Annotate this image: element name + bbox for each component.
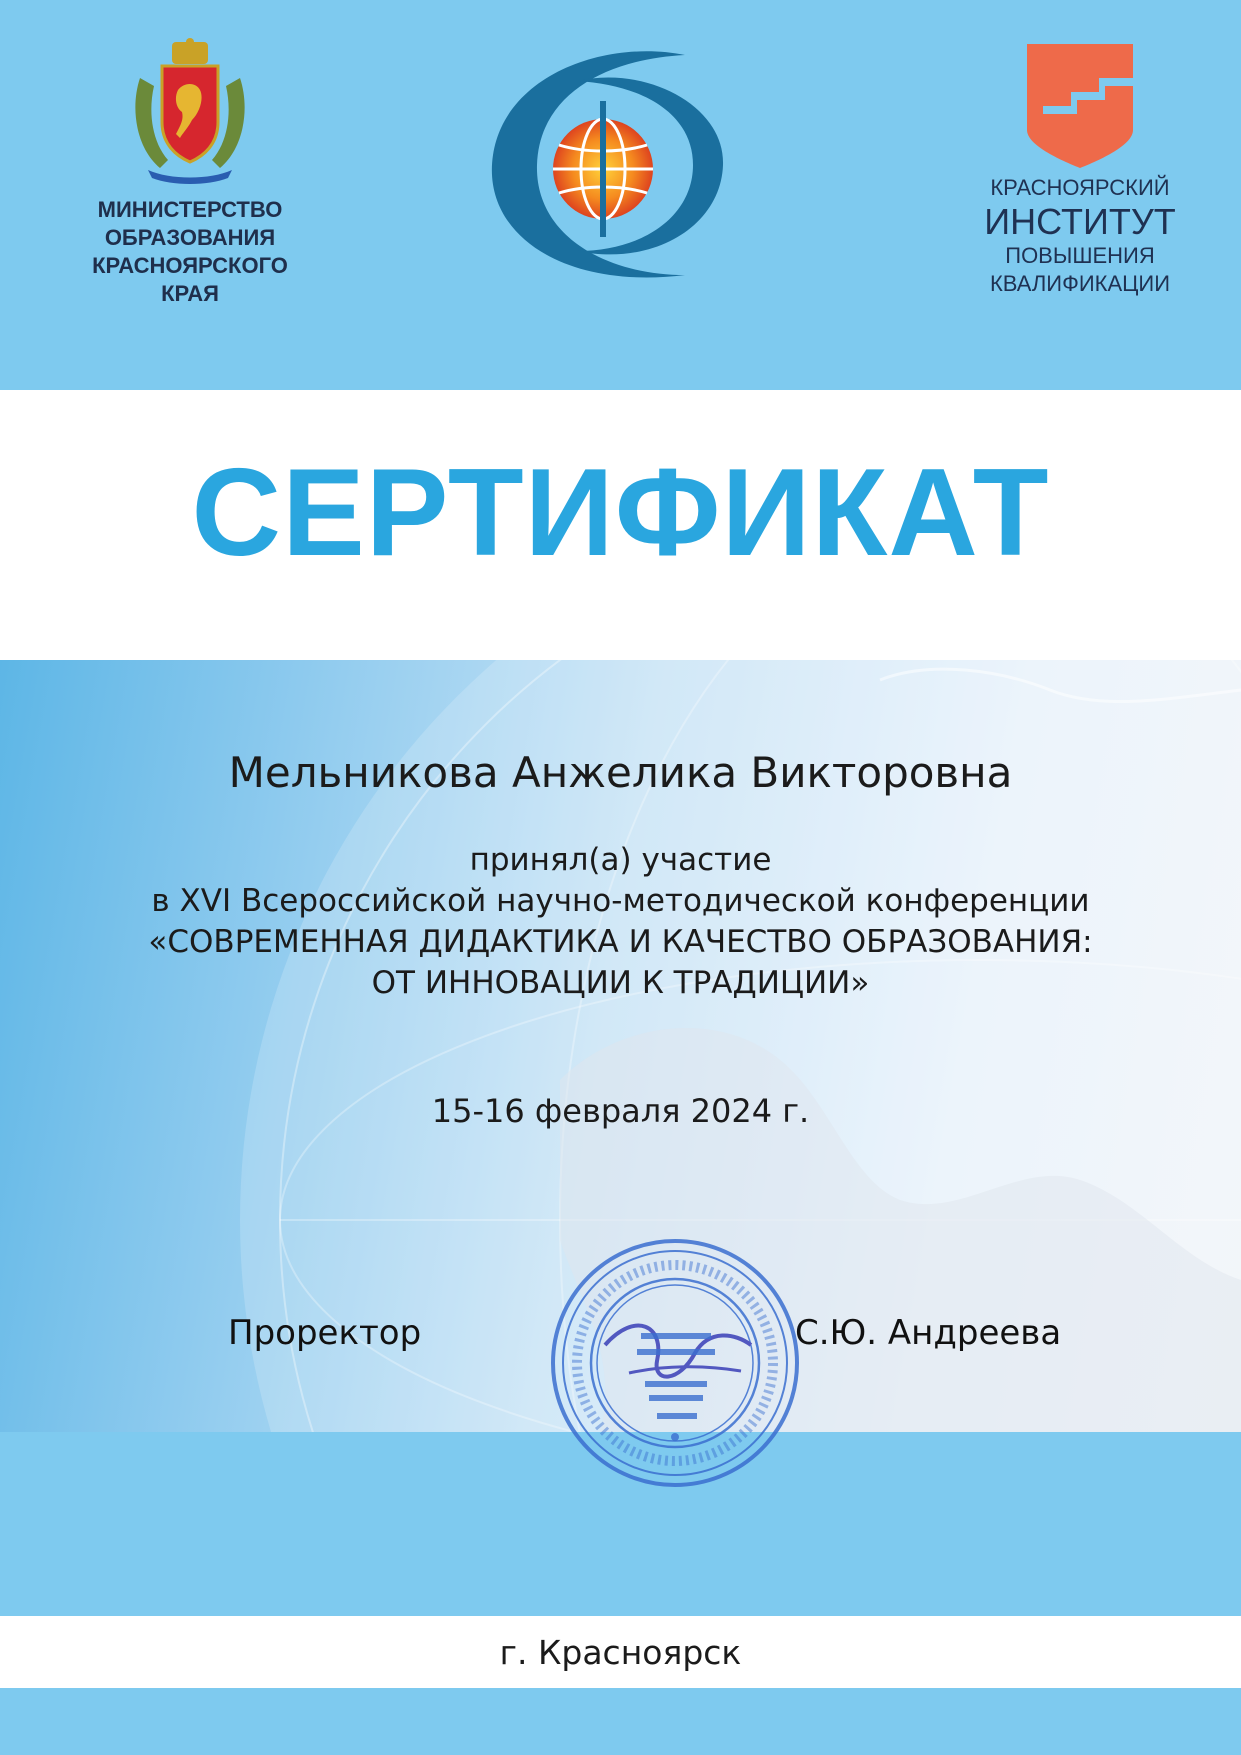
- recipient-name: Мельникова Анжелика Викторовна: [228, 748, 1013, 797]
- participation-line-2: в XVI Всероссийской научно-методической конференции: [151, 883, 1090, 919]
- seal-stamp-icon: [545, 1233, 805, 1493]
- institute-name-line-2: ИНСТИТУТ: [984, 201, 1176, 242]
- participation-text: [0, 840, 1241, 1004]
- institute-name-line-4: КВАЛИФИКАЦИИ: [989, 271, 1171, 296]
- ministry-name-line-2: ОБРАЗОВАНИЯ: [104, 225, 276, 250]
- institute-logo: [940, 40, 1220, 298]
- participation-line-3: «СОВРЕМЕННАЯ ДИДАКТИКА И КАЧЕСТВО ОБРАЗОВАНИЯ:: [148, 924, 1093, 960]
- ministry-name-line-3: КРАСНОЯРСКОГО: [92, 253, 288, 278]
- ministry-name-line-4: КРАЯ: [161, 281, 219, 306]
- ministry-logo: [40, 38, 340, 308]
- conference-logo: [485, 45, 745, 289]
- certificate-title: СЕРТИФИКАТ: [191, 444, 1050, 582]
- coat-of-arms-icon: [130, 38, 250, 184]
- participation-line-1: принял(а) участие: [469, 842, 772, 878]
- city-name: г. Красноярск: [499, 1633, 742, 1672]
- institute-shield-icon: [1025, 40, 1135, 170]
- event-date: 15-16 февраля 2024 г.: [431, 1092, 810, 1130]
- signatory-role: Проректор: [228, 1313, 422, 1353]
- bottom-band: [0, 1688, 1241, 1755]
- participation-line-4: ОТ ИННОВАЦИИ К ТРАДИЦИИ»: [371, 965, 870, 1001]
- globe-logo-icon: [485, 45, 745, 285]
- ministry-name-line-1: МИНИСТЕРСТВО: [97, 197, 283, 222]
- institute-name-line-3: ПОВЫШЕНИЯ: [1005, 243, 1155, 268]
- official-stamp: [545, 1233, 805, 1497]
- signatory-name: С.Ю. Андреева: [795, 1313, 1062, 1353]
- institute-name-line-1: КРАСНОЯРСКИЙ: [990, 175, 1170, 200]
